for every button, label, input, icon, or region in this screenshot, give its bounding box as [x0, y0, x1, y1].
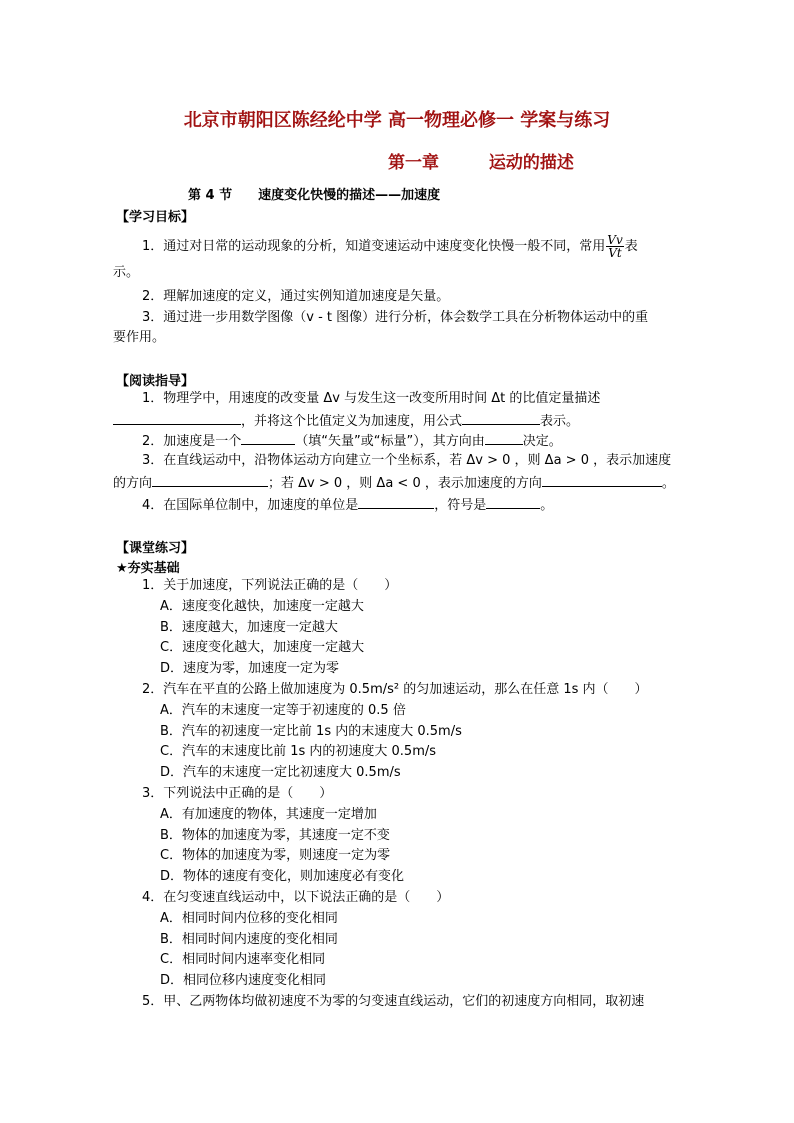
question-1-stem: 1．关于加速度，下列说法正确的是（ ）: [142, 578, 398, 593]
reading-3-continued: [113, 474, 675, 492]
objective-1-continued: 示。: [113, 265, 140, 280]
reading-1-continued: [113, 412, 579, 430]
question-3-option-d: D．物体的速度有变化，则加速度必有变化: [160, 869, 405, 884]
chapter-number: 第一章: [388, 153, 439, 173]
objective-1-text: 1．通过对日常的运动现象的分析，知道变速运动中速度变化快慢一般不同，常用: [142, 239, 606, 254]
question-4-option-d: D．相同位移内速度变化相同: [160, 973, 327, 988]
section-heading: 第 4 节 速度变化快慢的描述——加速度: [188, 188, 441, 203]
reading-3-tail: 。: [661, 476, 675, 491]
chapter-name: 运动的描述: [488, 153, 574, 173]
question-5-stem: 5．甲、乙两物体均做初速度不为零的匀变速直线运动，它们的初速度方向相同，取初速: [142, 994, 645, 1009]
practice-subheading: ★夯实基础: [116, 561, 180, 576]
reading-4-tail: 。: [540, 498, 554, 513]
question-2-option-d: D．汽车的末速度一定比初速度大 0.5m/s: [160, 765, 401, 780]
question-3-option-b: B．物体的加速度为零，其速度一定不变: [160, 828, 390, 843]
question-2-option-c: C．汽车的末速度比前 1s 内的初速度大 0.5m/s: [160, 744, 437, 759]
fill-blank[interactable]: [241, 432, 295, 445]
reading-2-text: 2．加速度是一个: [142, 434, 242, 449]
question-4-option-a: A．相同时间内位移的变化相同: [160, 911, 338, 926]
objective-1: [142, 234, 638, 259]
document-title: 北京市朝阳区陈经纶中学 高一物理必修一 学案与练习: [183, 110, 611, 131]
objectives-heading: 【学习目标】: [116, 210, 195, 225]
question-1-option-d: D．速度为零，加速度一定为零: [160, 661, 340, 676]
reading-3-mid: ；若 Δv > 0 ，则 Δa < 0 ，表示加速度的方向: [268, 476, 542, 491]
fraction-dv-dt: [606, 234, 623, 259]
objective-3: 3．通过进一步用数学图像（v - t 图像）进行分析，体会数学工具在分析物体运动中的重: [142, 310, 649, 325]
fill-blank[interactable]: [462, 412, 540, 425]
question-4-option-c: C．相同时间内速率变化相同: [160, 952, 326, 967]
reading-heading: 【阅读指导】: [116, 374, 195, 389]
fill-blank[interactable]: [358, 496, 434, 509]
fill-blank[interactable]: [486, 496, 540, 509]
question-2-option-b: B．汽车的初速度一定比前 1s 内的末速度大 0.5m/s: [160, 724, 462, 739]
reading-1: 1．物理学中，用速度的改变量 Δv 与发生这一改变所用时间 Δt 的比值定量描述: [142, 391, 601, 406]
reading-1-tail: 表示。: [540, 414, 580, 429]
fraction-denominator: Vt: [608, 246, 622, 260]
reading-4-mid: ，符号是: [434, 498, 487, 513]
question-3-option-a: A．有加速度的物体，其速度一定增加: [160, 807, 377, 822]
question-3-option-c: C．物体的加速度为零，则速度一定为零: [160, 848, 391, 863]
reading-3-text: 的方向: [113, 476, 153, 491]
question-1-option-a: A．速度变化越快，加速度一定越大: [160, 599, 364, 614]
reading-4-text: 4．在国际单位制中，加速度的单位是: [142, 498, 359, 513]
objective-2: 2．理解加速度的定义，通过实例知道加速度是矢量。: [142, 289, 450, 304]
reading-4: [142, 496, 553, 514]
question-4-option-b: B．相同时间内速度的变化相同: [160, 932, 338, 947]
question-4-stem: 4．在匀变速直线运动中，以下说法正确的是（ ）: [142, 890, 450, 905]
reading-2: [142, 432, 562, 450]
question-1-option-b: B．速度越大，加速度一定越大: [160, 620, 338, 635]
objective-1-tail: 表: [624, 239, 638, 254]
fill-blank[interactable]: [152, 474, 268, 487]
question-3-stem: 3．下列说法中正确的是（ ）: [142, 786, 333, 801]
fill-blank[interactable]: [113, 412, 241, 425]
question-2-stem: 2．汽车在平直的公路上做加速度为 0.5m/s² 的匀加速运动，那么在任意 1s 内（ ）: [142, 682, 648, 697]
reading-3: 3．在直线运动中，沿物体运动方向建立一个坐标系，若 Δv > 0 ，则 Δa > 0 ，表示加速度: [142, 453, 672, 468]
question-2-option-a: A．汽车的末速度一定等于初速度的 0.5 倍: [160, 703, 406, 718]
fill-blank[interactable]: [485, 432, 523, 445]
chapter-heading: [388, 148, 574, 173]
objective-3-continued: 要作用。: [113, 330, 166, 345]
question-1-option-c: C．速度变化越大，加速度一定越大: [160, 640, 365, 655]
fill-blank[interactable]: [542, 474, 662, 487]
fraction-numerator: Vv: [607, 233, 623, 247]
practice-heading: 【课堂练习】: [116, 541, 195, 556]
reading-2-mid: （填“矢量”或“标量”），其方向由: [295, 434, 485, 449]
reading-2-tail: 决定。: [522, 434, 562, 449]
reading-1-text: ，并将这个比值定义为加速度，用公式: [241, 414, 463, 429]
